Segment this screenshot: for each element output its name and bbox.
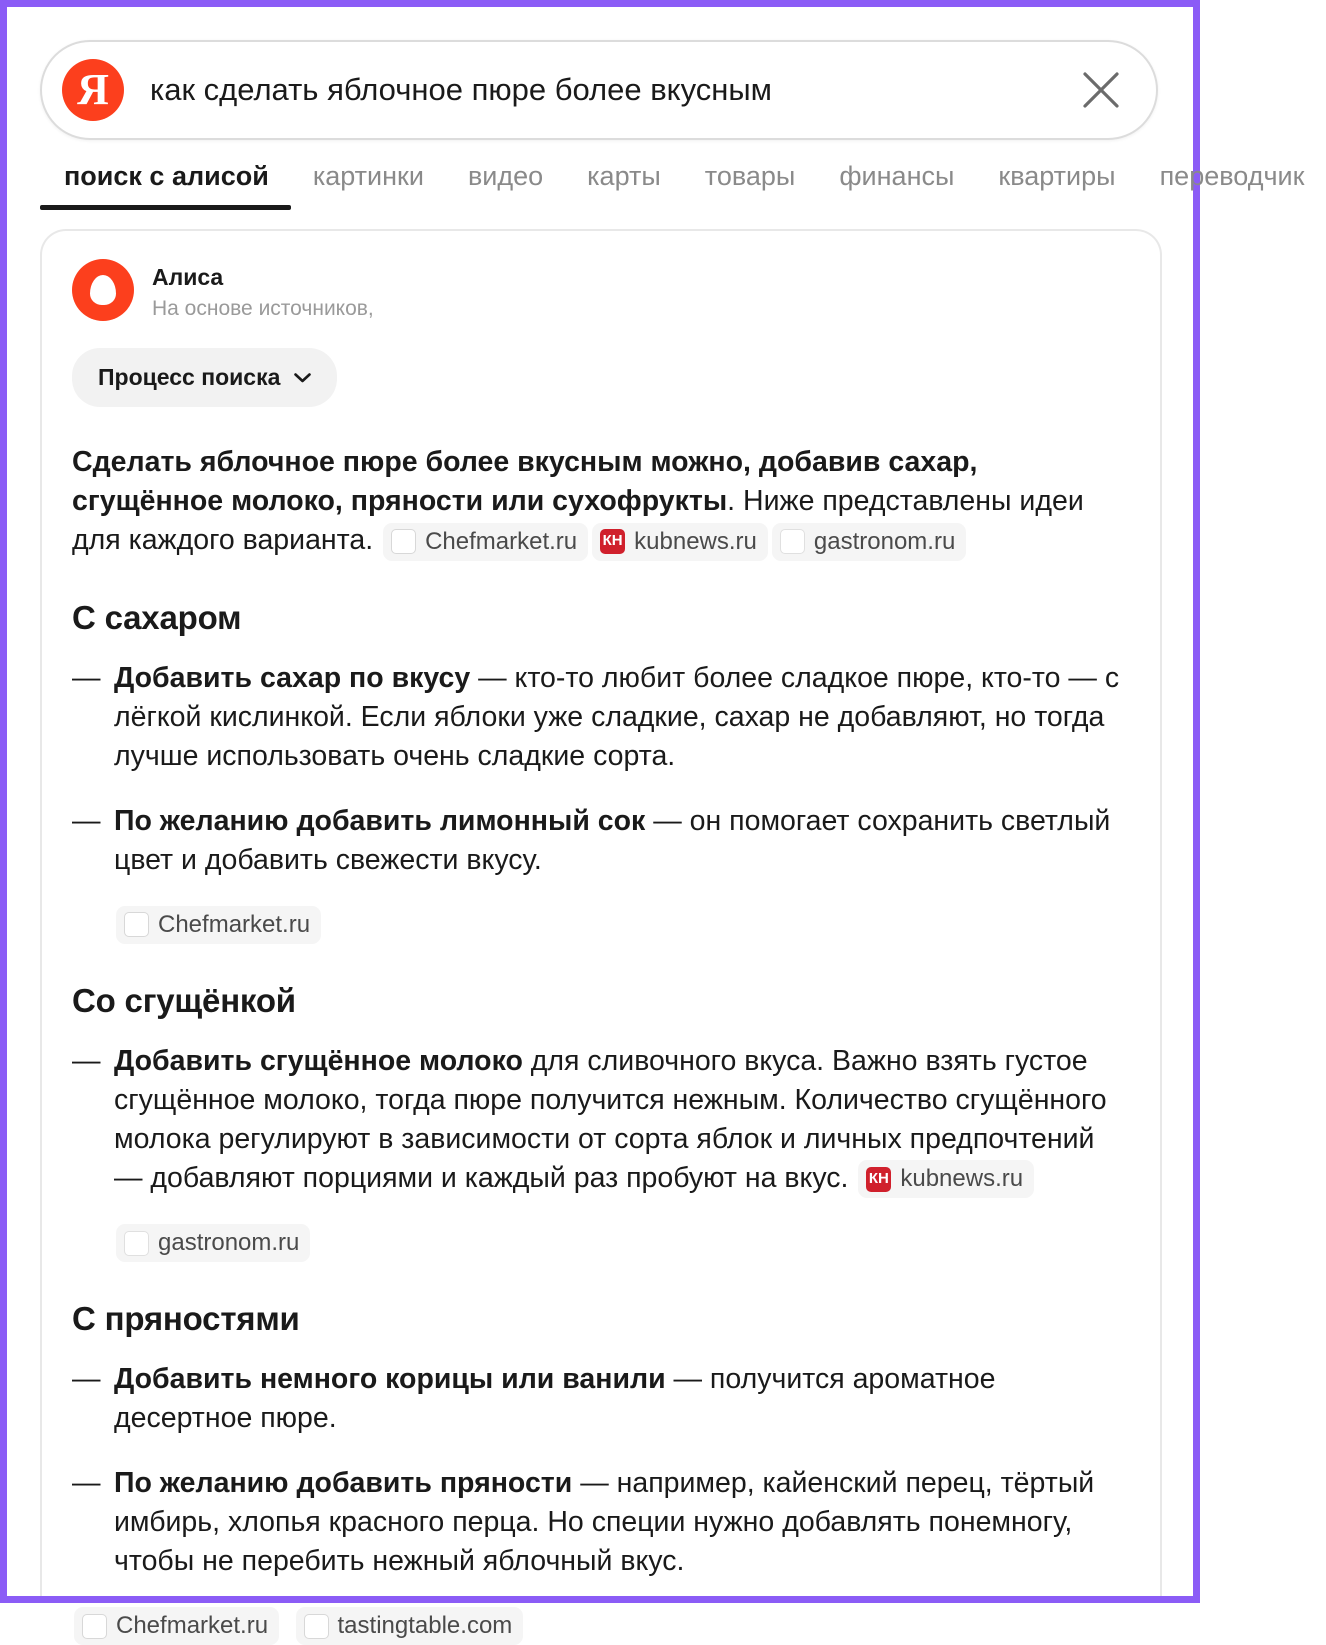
assistant-header — [72, 259, 1130, 322]
summary-bold: Сделать яблочное пюре более вкусным можно, добавив сахар, сгущённое молоко, пряности или сухофрукты — [72, 446, 978, 518]
source-chip[interactable] — [772, 523, 966, 561]
source-name: tastingtable.com — [337, 1612, 513, 1640]
tab-kartinki[interactable]: картинки — [312, 161, 424, 191]
source-chip[interactable] — [592, 523, 768, 561]
search-process-toggle[interactable] — [72, 348, 337, 407]
bullet-text: для сливочного вкуса. Важно взять густое сгущённое молоко, тогда пюре получится нежным. Количество сгущённого молока регулируют в зависимости от сорта яблок и личных предпочтений — добавляют порциями и каждый раз пробуют на вкус. — [114, 1044, 1107, 1194]
tab-karty[interactable]: карты — [587, 161, 661, 191]
section-list-condensed-milk — [72, 1042, 1130, 1199]
tab-tovary[interactable]: товары — [704, 161, 796, 191]
list-item — [72, 659, 1130, 776]
source-name: Chefmarket.ru — [158, 910, 311, 938]
gastronom-favicon-icon: ★ — [124, 1231, 149, 1256]
section-title-spices: С пряностями — [72, 1300, 300, 1338]
source-chip[interactable] — [858, 1160, 1034, 1198]
source-chip[interactable] — [116, 906, 321, 944]
source-chip[interactable] — [383, 523, 588, 561]
close-icon — [1078, 67, 1124, 113]
list-item — [72, 1360, 1130, 1438]
list-item — [72, 1464, 1130, 1581]
alice-answer-card — [40, 229, 1162, 1640]
tab-video[interactable]: видео — [467, 161, 544, 191]
bullet-text: — он помогает сохранить светлый цвет и добавить свежести вкусу. — [114, 804, 1111, 876]
source-name: Chefmarket.ru — [116, 1612, 269, 1640]
search-process-label: Процесс поиска — [98, 364, 281, 391]
chefmarket-favicon-icon: Ш — [82, 1614, 107, 1639]
source-chip[interactable] — [116, 1224, 310, 1262]
kubnews-favicon-icon: КН — [866, 1167, 891, 1192]
section-title-condensed-milk: Со сгущёнкой — [72, 981, 296, 1019]
tab-poisk-s-alisoy[interactable]: поиск с алисой — [40, 155, 291, 210]
bullet-bold: Добавить сгущённое молоко — [114, 1044, 523, 1077]
search-tabs[interactable] — [40, 155, 1305, 217]
section-list-sugar — [72, 659, 1130, 880]
gastronom-favicon-icon: ★ — [780, 529, 805, 554]
tab-finansy[interactable]: финансы — [839, 161, 955, 191]
section-sources-sugar — [72, 906, 1130, 944]
source-name: gastronom.ru — [813, 527, 956, 555]
kubnews-favicon-icon: КН — [600, 529, 625, 554]
chevron-down-icon — [294, 373, 311, 383]
section-sources-condensed-milk — [72, 1224, 1130, 1262]
list-item — [72, 1042, 1130, 1199]
summary-paragraph — [72, 443, 1130, 561]
assistant-subtitle: На основе источников, — [152, 296, 374, 320]
tab-perevodchik[interactable]: переводчик — [1159, 161, 1305, 191]
source-name: kubnews.ru — [900, 1165, 1024, 1193]
bullet-text: — например, кайенский перец, тёртый имбирь, хлопья красного перца. Но специи нужно добавлять понемногу, чтобы не перебить нежный яблочный вкус. — [114, 1467, 1095, 1578]
bullet-text: — кто-то любит более сладкое пюре, кто-то — с лёгкой кислинкой. Если яблоки уже сладкие, сахар не добавляют, но тогда лучше использовать очень сладкие сорта. — [114, 661, 1120, 772]
bullet-bold: По желанию добавить лимонный сок — [114, 804, 646, 837]
chefmarket-favicon-icon: Ш — [124, 912, 149, 937]
summary-rest: . Ниже представлены идеи для каждого варианта. — [72, 485, 1084, 557]
section-list-spices — [72, 1360, 1130, 1581]
tastingtable-favicon-icon: T. — [304, 1614, 329, 1639]
search-bar[interactable] — [40, 40, 1158, 140]
bullet-bold: Добавить немного корицы или ванили — [114, 1363, 666, 1396]
search-input[interactable] — [148, 71, 1066, 109]
clear-search-button[interactable] — [1066, 55, 1136, 125]
section-title-sugar: С сахаром — [72, 598, 242, 636]
yandex-logo-icon[interactable]: Я — [62, 59, 124, 121]
bullet-bold: По желанию добавить пряности — [114, 1467, 573, 1500]
source-name: kubnews.ru — [634, 527, 757, 555]
section-sources-spices — [72, 1607, 1130, 1645]
bullet-text: — получится ароматное десертное пюре. — [114, 1363, 996, 1435]
source-name: gastronom.ru — [158, 1229, 300, 1257]
source-name: Chefmarket.ru — [425, 527, 578, 555]
tab-kvartiry[interactable]: квартиры — [998, 161, 1116, 191]
list-item — [72, 802, 1130, 880]
source-chip[interactable] — [296, 1607, 524, 1645]
bullet-bold: Добавить сахар по вкусу — [114, 661, 471, 694]
alice-avatar-icon — [72, 259, 134, 321]
chefmarket-favicon-icon: Ш — [391, 529, 416, 554]
source-chip[interactable] — [74, 1607, 279, 1645]
assistant-name: Алиса — [152, 264, 224, 290]
